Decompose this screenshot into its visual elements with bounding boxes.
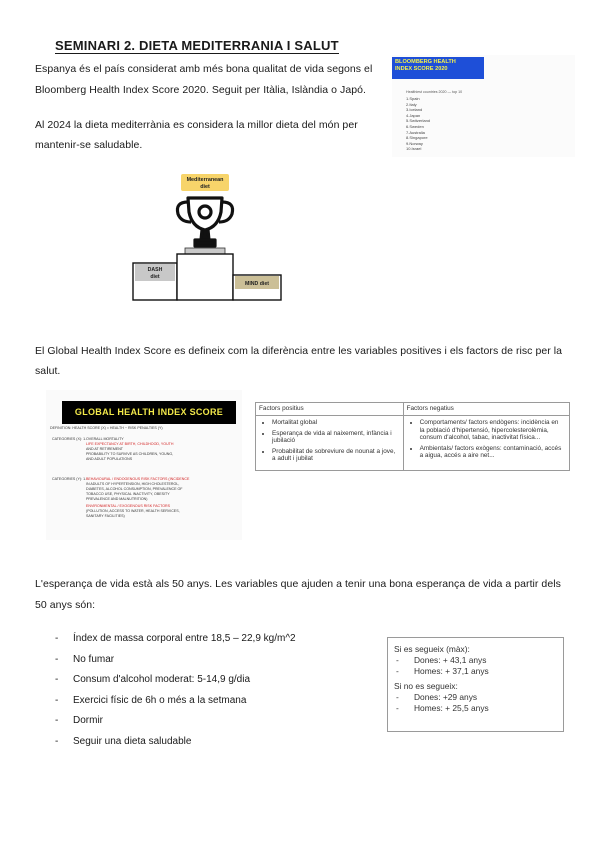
positive-factor: • Esperança de vida al naixement, infància i jubilació	[272, 430, 399, 445]
list-item-text: Exercici físic de 6h o més a la setmana	[73, 694, 247, 706]
bullet-dash: -	[396, 702, 399, 713]
list-item-text: Dormir	[73, 715, 103, 726]
factors-negative-header: Factors negatius	[403, 403, 569, 416]
bloomberg-banner	[392, 57, 484, 79]
country-item: 10.Israel	[406, 146, 422, 152]
ghis-x-item: AND AT RETIREMENT	[86, 447, 124, 451]
factors-table	[255, 402, 570, 471]
factors-negative-cell	[403, 416, 569, 471]
list-item-text: Seguir una dieta saludable	[73, 735, 192, 747]
ghis-y-item: DIABETES, ALCOHOL CONSUMPTION, PREVALENCE OF	[86, 487, 183, 491]
list-item-text: Índex de massa corporal entre 18,5 – 22,9 kg/m^2	[73, 633, 296, 644]
ghis-x-item: LIFE EXPECTANCY AT BIRTH, CHILDHOOD, YOUTH	[86, 442, 174, 446]
podium-first-label-2: diet	[200, 184, 210, 190]
if-follow-heading: Si es segueix (màx):	[394, 644, 470, 654]
ghis-y-item: BEHAVIOURAL / ENDOGENOUS RISK FACTORS (INCIDENCE	[86, 477, 190, 481]
list-item-text: No fumar	[73, 653, 115, 665]
country-item: 9.Norway	[406, 140, 423, 146]
country-item: 4.Japan	[406, 112, 421, 118]
life-expectancy-line-2: 50 anys són:	[35, 599, 96, 611]
country-item: 8.Singapore	[406, 135, 428, 141]
ghis-x-item: AND ADULT POPULATIONS	[86, 457, 133, 461]
intro-line-4: mantenir-se saludable.	[35, 139, 143, 151]
podium-second-label-1: DASH	[147, 267, 163, 273]
podium-second-label-2: diet	[150, 274, 160, 280]
country-item: 2.Italy	[406, 101, 417, 107]
men-not-text: Homes: + 25,5 anys	[414, 702, 489, 713]
country-item: 1.Spain	[406, 96, 420, 101]
bloomberg-caption: Healthiest countries 2020 — top 10	[406, 90, 463, 94]
factors-positive-cell	[256, 416, 404, 471]
women-plus-text: Dones: + 43,1 anys	[414, 655, 487, 665]
if-not-follow-heading: Si no es segueix:	[394, 681, 458, 691]
ghis-intro-line-1: El Global Health Index Score es defineix com la diferència entre les variables positives i els factors de risc per la	[35, 345, 563, 357]
bullet-dash: -	[55, 653, 59, 665]
ghis-label-x: CATEGORIES (X): 1.	[52, 437, 87, 441]
bullet-dash: -	[55, 694, 59, 706]
bullet-dash: -	[396, 665, 399, 676]
bloomberg-banner-line-2: INDEX SCORE 2020	[395, 66, 448, 72]
life-box-row	[394, 666, 557, 677]
ghis-y-item: IN ADULTS OF HYPERTENSION, HIGH CHOLESTEROL,	[86, 482, 180, 486]
ghis-label-y: CATEGORIES (Y): 1.	[52, 477, 87, 481]
ghis-y-item: PREVALENCE AND MALNUTRITION)	[86, 497, 148, 501]
bullet-dash: -	[55, 715, 59, 726]
page-title: SEMINARI 2. DIETA MEDITERRANIA I SALUT	[55, 38, 339, 53]
diet-podium-illustration	[125, 172, 290, 302]
country-item: 7.Australia	[406, 129, 425, 135]
list-item-text: Consum d'alcohol moderat: 5-14,9 g/dia	[73, 674, 251, 685]
bullet-dash: -	[55, 735, 59, 747]
intro-line-3: Al 2024 la dieta mediterrània es considera la millor dieta del món per	[35, 119, 358, 131]
ghis-y-item: SANITARY FACILITIES)	[86, 514, 125, 518]
global-health-index-image	[46, 390, 242, 540]
country-item: 3.Iceland	[406, 107, 423, 113]
intro-line-1: Espanya és el país considerat amb més bona qualitat de vida segons el	[35, 63, 373, 75]
bullet-dash: -	[55, 674, 59, 685]
ghis-x-item: OVERALL MORTALITY	[86, 437, 124, 441]
ghis-intro-line-2: salut.	[35, 365, 61, 377]
ghis-x-item: PROBABILITY TO SURVIVE AS CHILDREN, YOUNG,	[86, 452, 174, 456]
country-item: 6.Sweden	[406, 123, 424, 129]
life-box-row	[394, 655, 557, 666]
life-expectancy-line-1: L'esperança de vida està als 50 anys. Les variables que ajuden a tenir una bona esperança de vida a partir dels	[35, 578, 561, 590]
bloomberg-ranking-image	[392, 55, 575, 157]
factors-positive-header: Factors positius	[256, 403, 404, 416]
ghis-banner: GLOBAL HEALTH INDEX SCORE	[62, 401, 236, 424]
bullet-dash: -	[396, 655, 399, 665]
ghis-y-item: (POLLUTION, ACCESS TO WATER, HEALTH SERVICES,	[86, 509, 180, 513]
positive-factor: • Mortalitat global	[272, 419, 399, 427]
podium-first-block	[177, 254, 233, 300]
bloomberg-country-list	[406, 96, 430, 152]
ghis-y-item: TOBACCO USE, PHYSICAL INACTIVITY, OBESITY	[86, 492, 170, 496]
intro-line-2: Bloomberg Health Index Score 2020. Seguit per Itàlia, Islàndia o Japó.	[35, 84, 366, 96]
negative-factor: • Comportaments/ factors endògens: incidència en la població d'hipertensió, hipercolesterolèmia, consum d'alcohol, tabac, inactivitat física...	[420, 419, 565, 442]
trophy-icon	[177, 198, 232, 246]
podium-third-label: MIND diet	[245, 281, 269, 287]
country-item: 5.Switzerland	[406, 118, 431, 124]
bullet-dash: -	[396, 692, 399, 702]
ghis-definition: DEFINITION: HEALTH SCORE (X) = HEALTH − RISK PENALTIES (Y)	[50, 426, 163, 430]
life-expectancy-box	[387, 637, 564, 732]
women-not-text: Dones: +29 anys	[414, 692, 478, 702]
podium-first-label-1: Mediterranean	[186, 177, 224, 183]
life-box-row	[394, 692, 557, 703]
life-box-row	[394, 703, 557, 714]
trophy-base	[185, 248, 225, 254]
bullet-dash: -	[55, 633, 59, 644]
ghis-y-item: ENVIRONMENTAL / EXOGENOUS RISK FACTORS	[86, 504, 171, 508]
negative-factor: • Ambientals/ factors exògens: contaminació, accés a aigua, accés a aire net...	[420, 445, 565, 460]
bloomberg-banner-line-1: BLOOMBERG HEALTH	[395, 59, 456, 65]
positive-factor: • Probabilitat de sobreviure de nounat a jove, a adult i jubilat	[272, 448, 399, 463]
men-plus-text: Homes: + 37,1 anys	[414, 665, 489, 676]
